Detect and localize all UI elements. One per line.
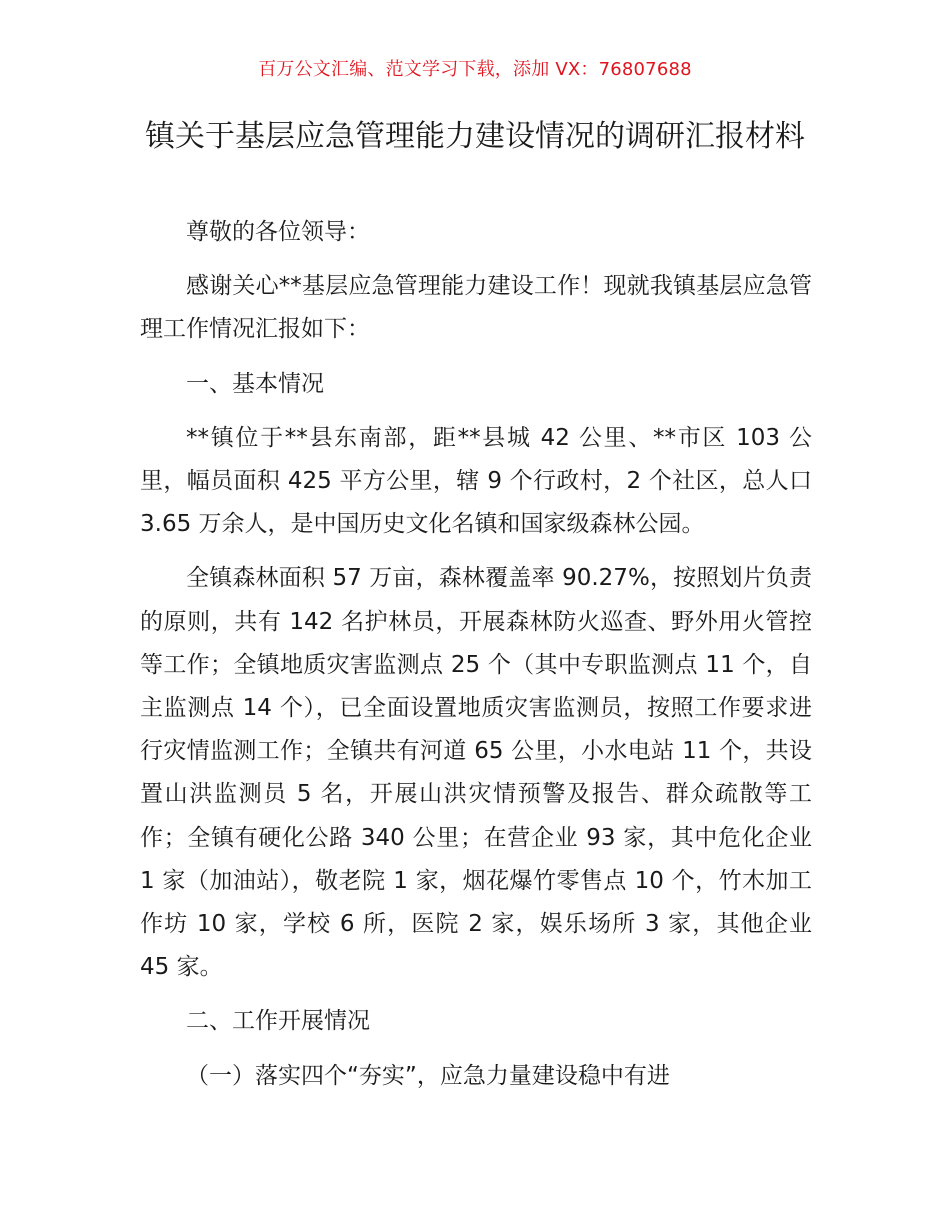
body-paragraph-location: **镇位于**县东南部，距**县城 42 公里、**市区 103 公里，幅员面积 425 平方公里，辖 9 个行政村，2 个社区，总人口 3.65 万余人，是中国历史文化名镇和国家级森林公园。 [140,424,812,538]
section-heading-basic: 一、基本情况 [186,370,324,397]
header-banner: 百万公文汇编、范文学习下载，添加 VX：76807688 [258,59,692,80]
subsection-heading-one: （一）落实四个“夯实”，应急力量建设稳中有进 [186,1062,670,1089]
intro-paragraph: 感谢关心**基层应急管理能力建设工作！现就我镇基层应急管理工作情况汇报如下： [140,273,812,343]
section-heading-work: 二、工作开展情况 [186,1008,370,1035]
document-body [140,211,812,1109]
body-paragraph-forest: 全镇森林面积 57 万亩，森林覆盖率 90.27%，按照划片负责的原则，共有 142 名护林员，开展森林防火巡查、野外用火管控等工作；全镇地质灾害监测点 25 个（其中专职监测点 11 个，自主监测点 14 个），已全面设置地质灾害监测员，按照工作要求进行灾情监测工作；全镇共有河道 65 公里，小水电站 11 个，共设置山洪监测员 5 名，开展山洪灾情预警及报告、群众疏散等工作；全镇有硬化公路 340 公里；在营企业 93 家，其中危化企业 1 家（加油站），敬老院 1 家，烟花爆竹零售点 10 个，竹木加工作坊 10 家，学校 6 所，医院 2 家，娱乐场所 3 家，其他企业 45 家。 [140,565,812,981]
salutation: 尊敬的各位领导： [186,219,370,245]
document-title: 镇关于基层应急管理能力建设情况的调研汇报材料 [145,119,805,154]
